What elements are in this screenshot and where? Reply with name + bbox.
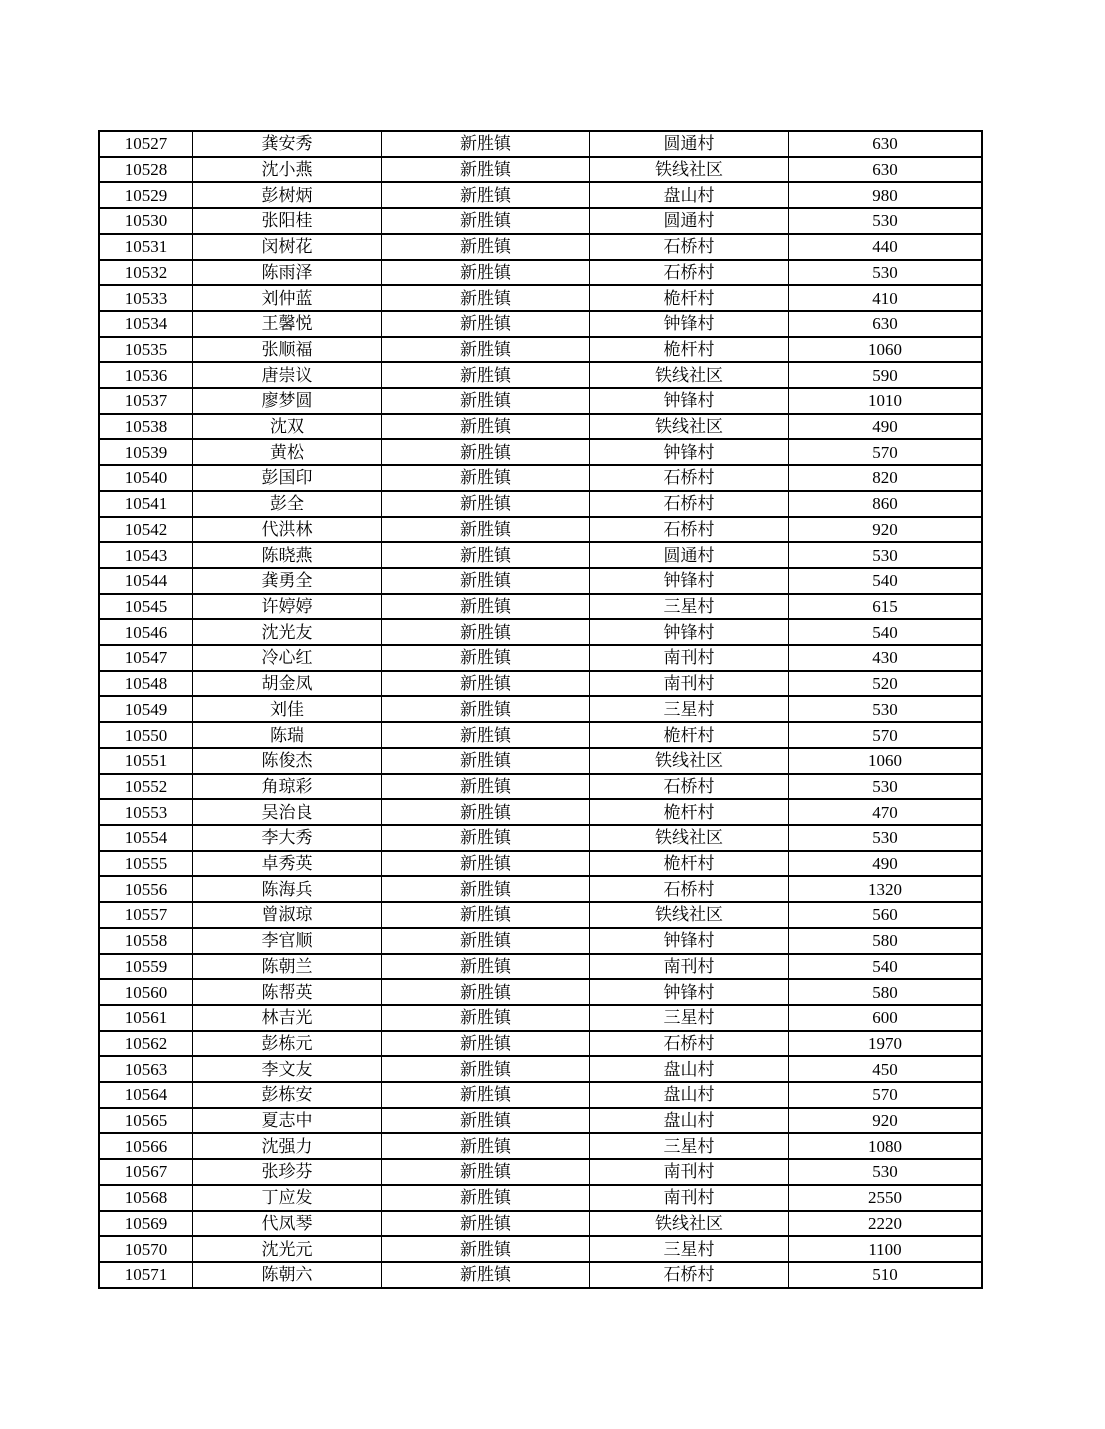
amount-cell: 630 (789, 311, 983, 337)
amount-cell: 570 (789, 1082, 983, 1108)
village-cell: 石桥村 (590, 876, 789, 902)
id-cell: 10527 (99, 131, 193, 157)
town-cell: 新胜镇 (382, 208, 590, 234)
name-cell: 陈朝六 (193, 1262, 382, 1288)
town-cell: 新胜镇 (382, 414, 590, 440)
town-cell: 新胜镇 (382, 1159, 590, 1185)
id-cell: 10564 (99, 1082, 193, 1108)
town-cell: 新胜镇 (382, 1082, 590, 1108)
village-cell: 铁线社区 (590, 825, 789, 851)
village-cell: 南刊村 (590, 671, 789, 697)
table-row (99, 1159, 982, 1185)
roster-table (98, 130, 983, 1289)
table-row (99, 979, 982, 1005)
town-cell: 新胜镇 (382, 568, 590, 594)
id-cell: 10529 (99, 182, 193, 208)
town-cell: 新胜镇 (382, 876, 590, 902)
table-row (99, 1108, 982, 1134)
town-cell: 新胜镇 (382, 1005, 590, 1031)
village-cell: 盘山村 (590, 182, 789, 208)
table-row (99, 337, 982, 363)
amount-cell: 530 (789, 1159, 983, 1185)
amount-cell: 1060 (789, 337, 983, 363)
amount-cell: 630 (789, 157, 983, 183)
table-row (99, 131, 982, 157)
town-cell: 新胜镇 (382, 748, 590, 774)
name-cell: 龚安秀 (193, 131, 382, 157)
table-row (99, 414, 982, 440)
id-cell: 10541 (99, 491, 193, 517)
id-cell: 10528 (99, 157, 193, 183)
id-cell: 10565 (99, 1108, 193, 1134)
name-cell: 张珍芬 (193, 1159, 382, 1185)
town-cell: 新胜镇 (382, 517, 590, 543)
amount-cell: 920 (789, 1108, 983, 1134)
table-row (99, 928, 982, 954)
town-cell: 新胜镇 (382, 1133, 590, 1159)
table-row (99, 825, 982, 851)
table-row (99, 1005, 982, 1031)
id-cell: 10532 (99, 260, 193, 286)
table-row (99, 619, 982, 645)
table-row (99, 722, 982, 748)
table-row (99, 1211, 982, 1237)
name-cell: 胡金凤 (193, 671, 382, 697)
name-cell: 彭栋安 (193, 1082, 382, 1108)
name-cell: 廖梦圆 (193, 388, 382, 414)
amount-cell: 600 (789, 1005, 983, 1031)
table-row (99, 671, 982, 697)
id-cell: 10570 (99, 1236, 193, 1262)
town-cell: 新胜镇 (382, 902, 590, 928)
table-row (99, 542, 982, 568)
town-cell: 新胜镇 (382, 285, 590, 311)
town-cell: 新胜镇 (382, 388, 590, 414)
table-row (99, 902, 982, 928)
name-cell: 唐崇议 (193, 362, 382, 388)
village-cell: 圆通村 (590, 131, 789, 157)
table-row (99, 465, 982, 491)
amount-cell: 615 (789, 594, 983, 620)
id-cell: 10548 (99, 671, 193, 697)
id-cell: 10545 (99, 594, 193, 620)
id-cell: 10549 (99, 696, 193, 722)
table-row (99, 851, 982, 877)
amount-cell: 630 (789, 131, 983, 157)
name-cell: 黄松 (193, 439, 382, 465)
id-cell: 10531 (99, 234, 193, 260)
town-cell: 新胜镇 (382, 1236, 590, 1262)
amount-cell: 820 (789, 465, 983, 491)
village-cell: 铁线社区 (590, 362, 789, 388)
name-cell: 吴治良 (193, 799, 382, 825)
amount-cell: 590 (789, 362, 983, 388)
town-cell: 新胜镇 (382, 439, 590, 465)
id-cell: 10557 (99, 902, 193, 928)
town-cell: 新胜镇 (382, 954, 590, 980)
village-cell: 桅杆村 (590, 285, 789, 311)
roster-table-body (99, 131, 982, 1288)
town-cell: 新胜镇 (382, 491, 590, 517)
town-cell: 新胜镇 (382, 1056, 590, 1082)
village-cell: 石桥村 (590, 234, 789, 260)
id-cell: 10547 (99, 645, 193, 671)
town-cell: 新胜镇 (382, 1211, 590, 1237)
table-row (99, 876, 982, 902)
name-cell: 刘仲蓝 (193, 285, 382, 311)
table-row (99, 594, 982, 620)
village-cell: 盘山村 (590, 1108, 789, 1134)
town-cell: 新胜镇 (382, 182, 590, 208)
table-row (99, 954, 982, 980)
town-cell: 新胜镇 (382, 645, 590, 671)
table-row (99, 799, 982, 825)
village-cell: 南刊村 (590, 954, 789, 980)
id-cell: 10560 (99, 979, 193, 1005)
id-cell: 10559 (99, 954, 193, 980)
name-cell: 卓秀英 (193, 851, 382, 877)
amount-cell: 920 (789, 517, 983, 543)
table-row (99, 568, 982, 594)
id-cell: 10542 (99, 517, 193, 543)
amount-cell: 530 (789, 696, 983, 722)
town-cell: 新胜镇 (382, 1031, 590, 1057)
village-cell: 铁线社区 (590, 902, 789, 928)
name-cell: 王馨悦 (193, 311, 382, 337)
amount-cell: 1320 (789, 876, 983, 902)
name-cell: 陈瑞 (193, 722, 382, 748)
name-cell: 冷心红 (193, 645, 382, 671)
name-cell: 陈海兵 (193, 876, 382, 902)
name-cell: 张阳桂 (193, 208, 382, 234)
town-cell: 新胜镇 (382, 465, 590, 491)
name-cell: 彭栋元 (193, 1031, 382, 1057)
id-cell: 10556 (99, 876, 193, 902)
id-cell: 10540 (99, 465, 193, 491)
table-row (99, 645, 982, 671)
name-cell: 代洪林 (193, 517, 382, 543)
table-row (99, 311, 982, 337)
village-cell: 桅杆村 (590, 851, 789, 877)
id-cell: 10562 (99, 1031, 193, 1057)
id-cell: 10558 (99, 928, 193, 954)
name-cell: 角琼彩 (193, 774, 382, 800)
name-cell: 沈双 (193, 414, 382, 440)
village-cell: 铁线社区 (590, 1211, 789, 1237)
village-cell: 石桥村 (590, 1031, 789, 1057)
town-cell: 新胜镇 (382, 311, 590, 337)
table-row (99, 1031, 982, 1057)
amount-cell: 520 (789, 671, 983, 697)
amount-cell: 430 (789, 645, 983, 671)
id-cell: 10566 (99, 1133, 193, 1159)
id-cell: 10569 (99, 1211, 193, 1237)
village-cell: 三星村 (590, 1236, 789, 1262)
town-cell: 新胜镇 (382, 979, 590, 1005)
table-row (99, 285, 982, 311)
name-cell: 张顺福 (193, 337, 382, 363)
village-cell: 钟锋村 (590, 311, 789, 337)
town-cell: 新胜镇 (382, 131, 590, 157)
id-cell: 10555 (99, 851, 193, 877)
amount-cell: 2220 (789, 1211, 983, 1237)
name-cell: 沈强力 (193, 1133, 382, 1159)
amount-cell: 540 (789, 568, 983, 594)
town-cell: 新胜镇 (382, 799, 590, 825)
amount-cell: 490 (789, 414, 983, 440)
town-cell: 新胜镇 (382, 696, 590, 722)
name-cell: 陈帮英 (193, 979, 382, 1005)
name-cell: 彭树炳 (193, 182, 382, 208)
id-cell: 10554 (99, 825, 193, 851)
amount-cell: 530 (789, 825, 983, 851)
table-row (99, 696, 982, 722)
village-cell: 盘山村 (590, 1056, 789, 1082)
name-cell: 李文友 (193, 1056, 382, 1082)
table-row (99, 362, 982, 388)
id-cell: 10536 (99, 362, 193, 388)
name-cell: 代凤琴 (193, 1211, 382, 1237)
amount-cell: 530 (789, 260, 983, 286)
name-cell: 刘佳 (193, 696, 382, 722)
village-cell: 南刊村 (590, 645, 789, 671)
town-cell: 新胜镇 (382, 619, 590, 645)
id-cell: 10544 (99, 568, 193, 594)
town-cell: 新胜镇 (382, 1185, 590, 1211)
id-cell: 10530 (99, 208, 193, 234)
amount-cell: 1060 (789, 748, 983, 774)
amount-cell: 980 (789, 182, 983, 208)
table-row (99, 1133, 982, 1159)
name-cell: 曾淑琼 (193, 902, 382, 928)
amount-cell: 860 (789, 491, 983, 517)
id-cell: 10533 (99, 285, 193, 311)
name-cell: 夏志中 (193, 1108, 382, 1134)
amount-cell: 530 (789, 542, 983, 568)
amount-cell: 2550 (789, 1185, 983, 1211)
name-cell: 沈光元 (193, 1236, 382, 1262)
id-cell: 10543 (99, 542, 193, 568)
name-cell: 龚勇全 (193, 568, 382, 594)
table-row (99, 1185, 982, 1211)
village-cell: 石桥村 (590, 491, 789, 517)
name-cell: 彭全 (193, 491, 382, 517)
town-cell: 新胜镇 (382, 234, 590, 260)
name-cell: 丁应发 (193, 1185, 382, 1211)
amount-cell: 530 (789, 208, 983, 234)
table-row (99, 182, 982, 208)
village-cell: 桅杆村 (590, 337, 789, 363)
town-cell: 新胜镇 (382, 594, 590, 620)
amount-cell: 1080 (789, 1133, 983, 1159)
village-cell: 盘山村 (590, 1082, 789, 1108)
amount-cell: 490 (789, 851, 983, 877)
amount-cell: 440 (789, 234, 983, 260)
id-cell: 10568 (99, 1185, 193, 1211)
village-cell: 三星村 (590, 594, 789, 620)
table-row (99, 260, 982, 286)
name-cell: 陈朝兰 (193, 954, 382, 980)
table-row (99, 1056, 982, 1082)
amount-cell: 450 (789, 1056, 983, 1082)
village-cell: 钟锋村 (590, 928, 789, 954)
table-row (99, 1262, 982, 1288)
amount-cell: 510 (789, 1262, 983, 1288)
village-cell: 石桥村 (590, 260, 789, 286)
id-cell: 10561 (99, 1005, 193, 1031)
village-cell: 钟锋村 (590, 388, 789, 414)
id-cell: 10567 (99, 1159, 193, 1185)
village-cell: 石桥村 (590, 517, 789, 543)
amount-cell: 1010 (789, 388, 983, 414)
town-cell: 新胜镇 (382, 851, 590, 877)
village-cell: 石桥村 (590, 774, 789, 800)
town-cell: 新胜镇 (382, 260, 590, 286)
table-row (99, 774, 982, 800)
table-row (99, 1236, 982, 1262)
name-cell: 许婷婷 (193, 594, 382, 620)
town-cell: 新胜镇 (382, 722, 590, 748)
table-row (99, 388, 982, 414)
amount-cell: 1100 (789, 1236, 983, 1262)
amount-cell: 540 (789, 954, 983, 980)
id-cell: 10571 (99, 1262, 193, 1288)
table-row (99, 234, 982, 260)
town-cell: 新胜镇 (382, 928, 590, 954)
village-cell: 钟锋村 (590, 979, 789, 1005)
town-cell: 新胜镇 (382, 825, 590, 851)
id-cell: 10553 (99, 799, 193, 825)
village-cell: 石桥村 (590, 1262, 789, 1288)
name-cell: 彭国印 (193, 465, 382, 491)
amount-cell: 410 (789, 285, 983, 311)
id-cell: 10546 (99, 619, 193, 645)
table-row (99, 748, 982, 774)
table-row (99, 208, 982, 234)
town-cell: 新胜镇 (382, 337, 590, 363)
town-cell: 新胜镇 (382, 774, 590, 800)
village-cell: 石桥村 (590, 465, 789, 491)
name-cell: 林吉光 (193, 1005, 382, 1031)
village-cell: 桅杆村 (590, 722, 789, 748)
id-cell: 10551 (99, 748, 193, 774)
amount-cell: 540 (789, 619, 983, 645)
name-cell: 陈晓燕 (193, 542, 382, 568)
name-cell: 闵树花 (193, 234, 382, 260)
id-cell: 10563 (99, 1056, 193, 1082)
village-cell: 南刊村 (590, 1159, 789, 1185)
name-cell: 沈光友 (193, 619, 382, 645)
village-cell: 铁线社区 (590, 748, 789, 774)
village-cell: 铁线社区 (590, 414, 789, 440)
name-cell: 陈雨泽 (193, 260, 382, 286)
village-cell: 钟锋村 (590, 619, 789, 645)
id-cell: 10537 (99, 388, 193, 414)
town-cell: 新胜镇 (382, 157, 590, 183)
id-cell: 10550 (99, 722, 193, 748)
village-cell: 钟锋村 (590, 568, 789, 594)
table-row (99, 517, 982, 543)
amount-cell: 570 (789, 439, 983, 465)
amount-cell: 580 (789, 979, 983, 1005)
village-cell: 圆通村 (590, 542, 789, 568)
id-cell: 10538 (99, 414, 193, 440)
amount-cell: 570 (789, 722, 983, 748)
table-row (99, 157, 982, 183)
amount-cell: 580 (789, 928, 983, 954)
amount-cell: 470 (789, 799, 983, 825)
amount-cell: 530 (789, 774, 983, 800)
amount-cell: 560 (789, 902, 983, 928)
village-cell: 钟锋村 (590, 439, 789, 465)
name-cell: 李官顺 (193, 928, 382, 954)
id-cell: 10534 (99, 311, 193, 337)
table-row (99, 491, 982, 517)
town-cell: 新胜镇 (382, 671, 590, 697)
table-row (99, 439, 982, 465)
village-cell: 南刊村 (590, 1185, 789, 1211)
village-cell: 三星村 (590, 1005, 789, 1031)
village-cell: 三星村 (590, 1133, 789, 1159)
amount-cell: 1970 (789, 1031, 983, 1057)
id-cell: 10552 (99, 774, 193, 800)
village-cell: 三星村 (590, 696, 789, 722)
name-cell: 陈俊杰 (193, 748, 382, 774)
id-cell: 10535 (99, 337, 193, 363)
town-cell: 新胜镇 (382, 362, 590, 388)
name-cell: 沈小燕 (193, 157, 382, 183)
town-cell: 新胜镇 (382, 1262, 590, 1288)
village-cell: 桅杆村 (590, 799, 789, 825)
name-cell: 李大秀 (193, 825, 382, 851)
town-cell: 新胜镇 (382, 542, 590, 568)
village-cell: 铁线社区 (590, 157, 789, 183)
id-cell: 10539 (99, 439, 193, 465)
town-cell: 新胜镇 (382, 1108, 590, 1134)
village-cell: 圆通村 (590, 208, 789, 234)
table-row (99, 1082, 982, 1108)
